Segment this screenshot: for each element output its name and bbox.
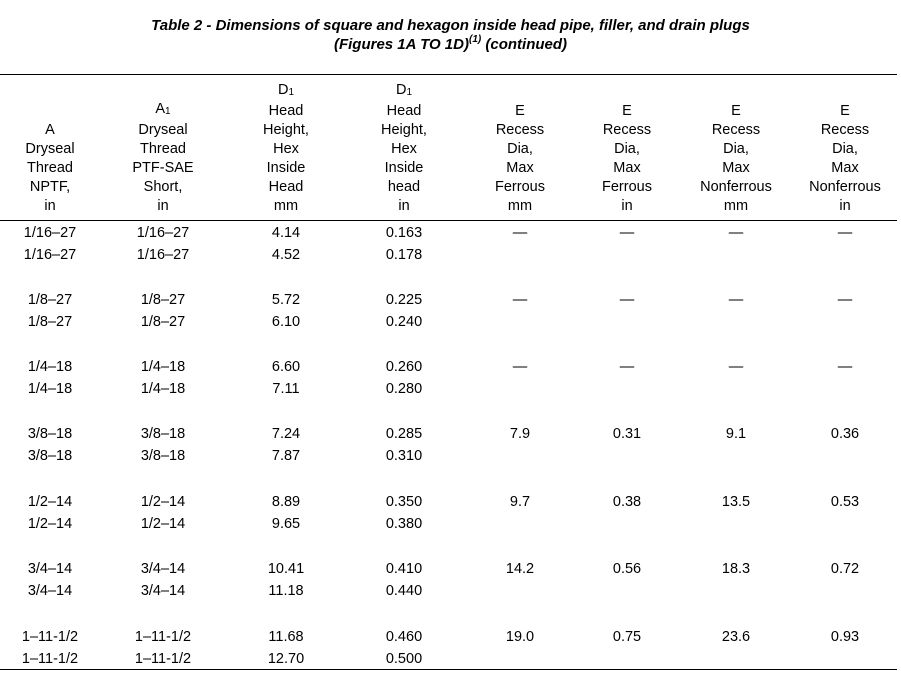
column-header-line: in (157, 198, 169, 214)
bottom-rule (0, 669, 897, 670)
table-cell: 1/8–27 (27, 292, 73, 308)
table-cell: 1–11-1/2 (134, 651, 192, 667)
column-header-3 (231, 83, 341, 216)
table-cell: 14.2 (505, 561, 535, 577)
table-cell: 19.0 (505, 629, 535, 645)
column-header-line: Height, (381, 122, 427, 138)
column-header-line: Max (613, 160, 641, 176)
table-cell: 0.410 (385, 561, 423, 577)
table-cell: 3/4–14 (27, 561, 73, 577)
table-cell: 0.225 (385, 292, 423, 308)
table-cell: 1/2–14 (140, 516, 186, 532)
table-cell: 1–11-1/2 (21, 629, 79, 645)
column-header-5 (465, 83, 575, 216)
table-cell: 4.14 (271, 225, 301, 241)
table-cell: 6.10 (271, 314, 301, 330)
column-header-line: Head (386, 103, 422, 119)
table-cell: 1–11-1/2 (21, 651, 79, 667)
table-row (0, 493, 897, 512)
table-row (0, 560, 897, 579)
table-cell: 0.163 (385, 225, 423, 241)
column-header-line: Nonferrous (809, 179, 881, 195)
table-cell: 0.178 (385, 247, 423, 263)
column-header-symbol: A (45, 122, 55, 138)
column-header-symbol: E (840, 103, 850, 119)
table-cell: 1/8–27 (140, 292, 186, 308)
table-cell: 8.89 (271, 494, 301, 510)
footnote-marker: (1) (468, 34, 482, 45)
table-row (0, 425, 897, 444)
table-row (0, 246, 897, 265)
table-cell: 0.38 (612, 494, 642, 510)
table-row (0, 313, 897, 332)
header-rule (0, 220, 897, 221)
table-cell: 1/8–27 (27, 314, 73, 330)
table-cell: 0.53 (830, 494, 860, 510)
table-cell: 0.31 (612, 426, 642, 442)
column-header-line: in (398, 198, 410, 214)
column-header-line: NPTF, (29, 179, 71, 195)
table-cell: 3/4–14 (140, 583, 186, 599)
table-cell: 0.72 (830, 561, 860, 577)
table-cell: — (512, 225, 528, 241)
table-title-line2 (0, 35, 901, 54)
column-header-line: in (44, 198, 56, 214)
column-header-symbol: E (515, 103, 525, 119)
table-row (0, 358, 897, 377)
table-cell: 1/4–18 (140, 381, 186, 397)
column-header-line: Ferrous (495, 179, 545, 195)
column-header-2 (108, 83, 218, 216)
table-cell: 18.3 (721, 561, 751, 577)
table-cell: — (512, 359, 528, 375)
table-cell: 0.93 (830, 629, 860, 645)
column-header-line: Max (831, 160, 859, 176)
table-cell: 7.11 (272, 381, 300, 397)
table-cell: 9.7 (509, 494, 531, 510)
table-cell: 3/8–18 (27, 426, 73, 442)
table-cell: 9.65 (271, 516, 301, 532)
table-cell: 0.285 (385, 426, 423, 442)
column-header-line: Max (722, 160, 750, 176)
column-header-4 (349, 83, 459, 216)
table-cell: 4.52 (271, 247, 301, 263)
table-cell: — (837, 292, 853, 308)
table-cell: 0.75 (612, 629, 642, 645)
column-header-symbol: E (731, 103, 741, 119)
column-header-line: Height, (263, 122, 309, 138)
table-cell: 1/2–14 (27, 516, 73, 532)
table-row (0, 380, 897, 399)
table-title (0, 16, 901, 54)
column-header-line: Thread (27, 160, 73, 176)
table-cell: 3/8–18 (27, 448, 73, 464)
table-cell: 0.500 (385, 651, 423, 667)
column-header-line: Thread (140, 141, 186, 157)
column-header-line: mm (723, 198, 749, 214)
column-header-line: Head (268, 103, 304, 119)
table-cell: — (837, 225, 853, 241)
table-cell: — (728, 292, 744, 308)
table-cell: 0.350 (385, 494, 423, 510)
column-header-line: Recess (820, 122, 870, 138)
table-cell: 1/16–27 (23, 225, 77, 241)
column-header-line: in (621, 198, 633, 214)
column-header-line: Nonferrous (700, 179, 772, 195)
column-header-line: head (387, 179, 421, 195)
column-header-line: Ferrous (602, 179, 652, 195)
table-cell: 12.70 (267, 651, 305, 667)
table-cell: 3/4–14 (140, 561, 186, 577)
table-cell: 1/4–18 (27, 359, 73, 375)
table-cell: 3/8–18 (140, 426, 186, 442)
table-cell: 1/2–14 (27, 494, 73, 510)
column-header-line: Recess (711, 122, 761, 138)
table-cell: — (837, 359, 853, 375)
table-cell: 0.310 (385, 448, 423, 464)
table-cell: 10.41 (267, 561, 305, 577)
table-cell: — (728, 225, 744, 241)
table-cell: 7.24 (271, 426, 301, 442)
column-header-line: mm (273, 198, 299, 214)
table-cell: 23.6 (721, 629, 751, 645)
table-cell: 1/8–27 (140, 314, 186, 330)
table-cell: 1–11-1/2 (134, 629, 192, 645)
table-cell: 7.87 (271, 448, 301, 464)
table-cell: 0.380 (385, 516, 423, 532)
column-header-line: PTF-SAE (132, 160, 194, 176)
table-cell: 11.68 (268, 629, 304, 645)
column-header-line: Max (506, 160, 534, 176)
table-cell: 1/4–18 (140, 359, 186, 375)
table-cell: 0.36 (830, 426, 860, 442)
table-cell: 0.260 (385, 359, 423, 375)
table-row (0, 224, 897, 243)
column-header-line: Dia, (832, 141, 858, 157)
column-header-symbol: A1 (155, 101, 171, 117)
table-cell: 0.56 (612, 561, 642, 577)
column-header-line: Inside (266, 160, 306, 176)
column-header-line: Hex (273, 141, 299, 157)
column-header-line: Inside (384, 160, 424, 176)
table-cell: 1/16–27 (136, 225, 190, 241)
column-header-line: Dia, (507, 141, 533, 157)
column-header-line: Recess (495, 122, 545, 138)
column-header-line: mm (507, 198, 533, 214)
table-row (0, 515, 897, 534)
table-cell: — (619, 292, 635, 308)
column-header-1 (0, 83, 105, 216)
table-cell: 1/4–18 (27, 381, 73, 397)
table-cell: 0.240 (385, 314, 423, 330)
table-cell: 11.18 (268, 583, 304, 599)
column-header-line: in (839, 198, 851, 214)
table-cell: 0.440 (385, 583, 423, 599)
column-header-6 (572, 83, 682, 216)
column-header-line: Hex (391, 141, 417, 157)
table-cell: 9.1 (725, 426, 747, 442)
column-header-line: Dia, (723, 141, 749, 157)
column-header-symbol: D1 (395, 82, 413, 98)
table-cell: 3/4–14 (27, 583, 73, 599)
table-cell: 7.9 (509, 426, 531, 442)
table-cell: — (728, 359, 744, 375)
column-header-7 (681, 83, 791, 216)
table-cell: 13.5 (721, 494, 751, 510)
table-title-continued: (continued) (481, 36, 568, 53)
table-cell: — (619, 225, 635, 241)
column-header-line: Dryseal (25, 141, 75, 157)
table-cell: 6.60 (271, 359, 301, 375)
table-cell: 0.280 (385, 381, 423, 397)
table-cell: 1/16–27 (136, 247, 190, 263)
column-header-line: Recess (602, 122, 652, 138)
table-cell: 5.72 (271, 292, 301, 308)
column-header-line: Dia, (614, 141, 640, 157)
top-rule (0, 74, 897, 75)
table-row (0, 291, 897, 310)
column-header-symbol: D1 (277, 82, 295, 98)
table-cell: 1/2–14 (140, 494, 186, 510)
table-title-figures: (Figures 1A TO 1D) (333, 36, 469, 53)
column-header-8 (790, 83, 900, 216)
table-title-line1: Table 2 - Dimensions of square and hexagon inside head pipe, filler, and drain plugs (151, 17, 750, 34)
column-header-line: Dryseal (138, 122, 188, 138)
table-cell: 0.460 (385, 629, 423, 645)
table-row (0, 582, 897, 601)
column-header-symbol: E (622, 103, 632, 119)
table-row (0, 628, 897, 647)
table-cell: — (619, 359, 635, 375)
table-cell: 3/8–18 (140, 448, 186, 464)
table-cell: 1/16–27 (23, 247, 77, 263)
table-row (0, 650, 897, 669)
column-header-line: Short, (143, 179, 183, 195)
table-row (0, 447, 897, 466)
column-header-line: Head (268, 179, 304, 195)
table-cell: — (512, 292, 528, 308)
